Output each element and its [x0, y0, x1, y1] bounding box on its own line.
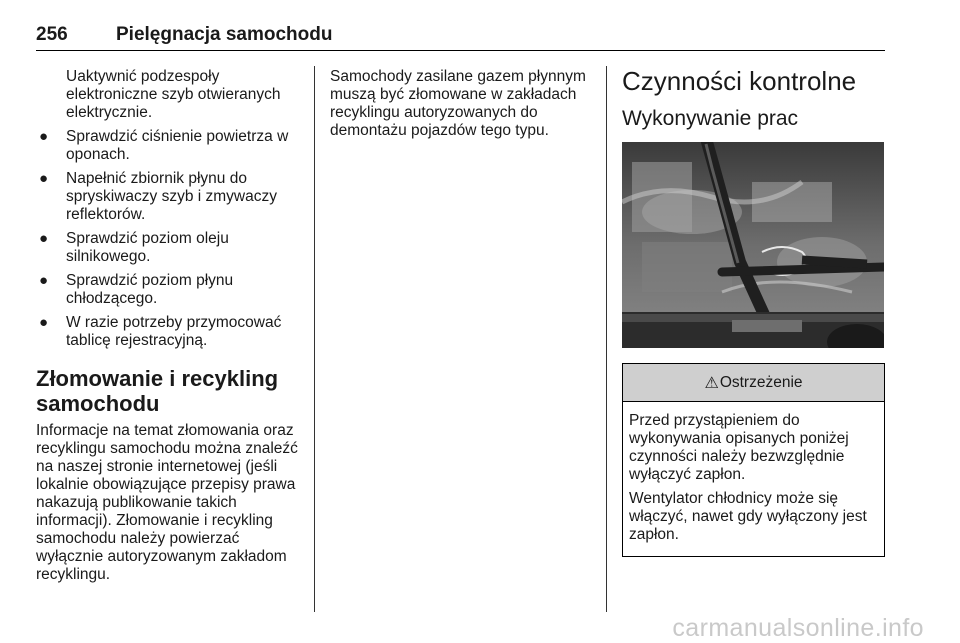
- warning-icon: ⚠: [704, 374, 719, 392]
- list-item-text: Napełnić zbiornik płynu do spryskiwaczy szyb i zmywaczy reflektorów.: [66, 170, 277, 223]
- warning-title: Ostrzeżenie: [719, 373, 803, 391]
- warning-text-2: Wentylator chłodnicy może się włączyć, nawet gdy wyłączony jest zapłon.: [629, 490, 867, 543]
- checklist: [36, 128, 304, 350]
- column-divider-2: [606, 66, 607, 612]
- chapter-title: Pielęgnacja samochodu: [116, 24, 333, 45]
- list-item-text: W razie potrzeby przymocować tablicę rejestracyjną.: [66, 314, 282, 349]
- watermark: carmanualsonline.info: [672, 614, 924, 642]
- list-item: [36, 170, 304, 224]
- section-paragraph: Informacje na temat złomowania oraz recyklingu samochodu można znaleźć na naszej stronie internetowej (jeśli lokalnie obowiązujące przepisy prawa nakazują publikowanie takich informacji). Złomowanie i recykling samochodu należy powierzać wyłącznie autoryzowanym zakładom recyklingu.: [36, 422, 298, 583]
- subheading: Wykonywanie prac: [622, 107, 799, 130]
- bullet-icon: ●: [39, 170, 49, 187]
- list-item-text: Sprawdzić ciśnienie powietrza w oponach.: [66, 128, 289, 163]
- bullet-icon: ●: [39, 272, 49, 289]
- warning-header: [623, 364, 884, 402]
- list-item: [36, 230, 304, 266]
- lpg-paragraph: Samochody zasilane gazem płynnym muszą być złomowane w zakładach recyklingu autoryzowanych do demontażu pojazdów tego typu.: [330, 68, 586, 139]
- list-item-text: Sprawdzić poziom płynu chłodzącego.: [66, 272, 234, 307]
- bullet-icon: ●: [39, 128, 49, 145]
- list-item: [36, 128, 304, 164]
- list-item-text: Sprawdzić poziom oleju silnikowego.: [66, 230, 229, 265]
- engine-bay-photo: [622, 142, 884, 348]
- section-heading: Złomowanie i recykling samochodu: [36, 366, 279, 416]
- middle-column: [330, 68, 598, 140]
- page-number: 256: [36, 24, 68, 45]
- bullet-icon: ●: [39, 230, 49, 247]
- column-divider-1: [314, 66, 315, 612]
- main-heading: Czynności kontrolne: [622, 66, 857, 96]
- engine-bay-illustration: [622, 142, 884, 348]
- page-header: [36, 18, 885, 51]
- list-item: [36, 314, 304, 350]
- warning-body: [623, 402, 884, 556]
- warning-box: [622, 363, 885, 557]
- warning-text-1: Przed przystąpieniem do wykonywania opisanych poniżej czynności należy bezwzględnie wyłączyć zapłon.: [629, 412, 849, 483]
- bullet-icon: ●: [39, 314, 49, 331]
- lead-text: Uaktywnić podzespoły elektroniczne szyb otwieranych elektrycznie.: [66, 68, 281, 121]
- left-column: [36, 68, 304, 584]
- list-item: [36, 272, 304, 308]
- right-column: [622, 66, 886, 131]
